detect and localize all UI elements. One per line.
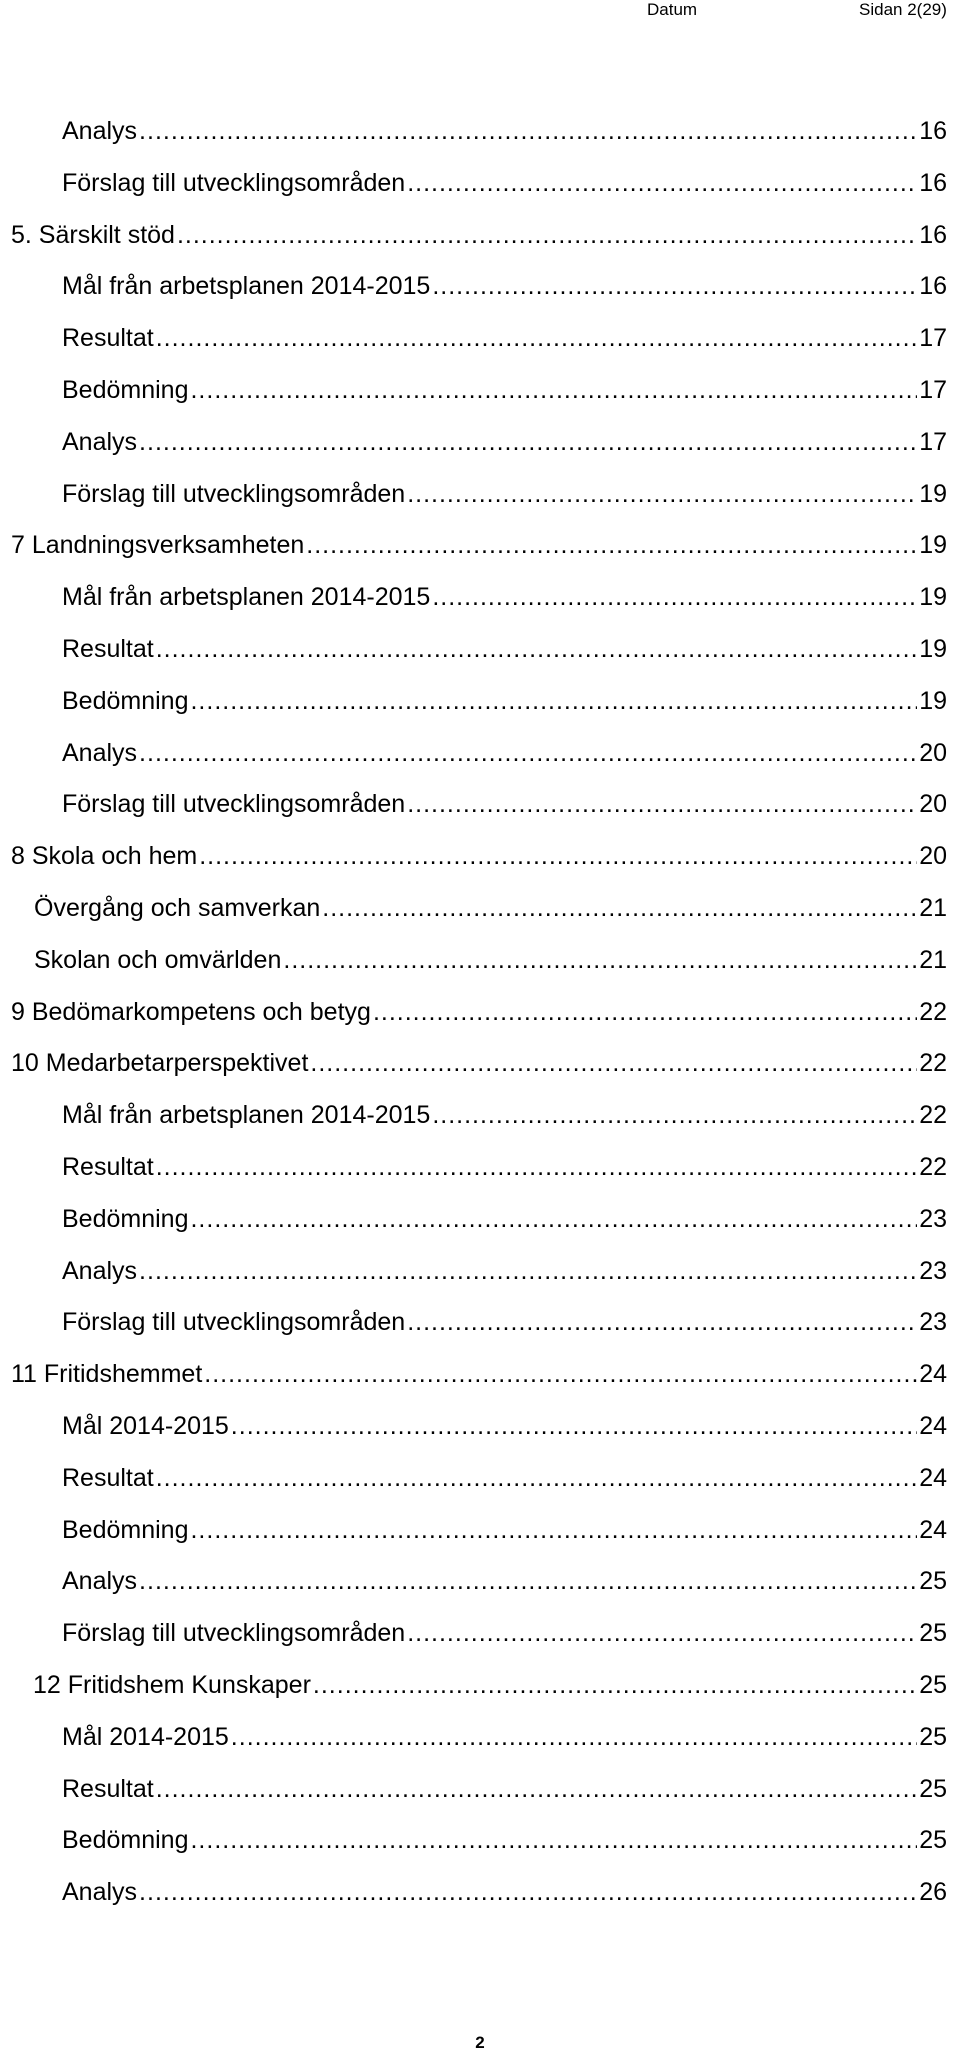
toc-dot-leader <box>156 1152 917 1182</box>
toc-entry-title: 5. Särskilt stöd <box>11 221 175 249</box>
toc-entry[interactable] <box>62 112 947 146</box>
toc-dot-leader <box>407 1307 917 1337</box>
toc-entry-page: 22 <box>919 1153 947 1181</box>
toc-entry[interactable] <box>62 1511 947 1545</box>
toc-entry-title: Resultat <box>62 1464 154 1492</box>
toc-entry-page: 17 <box>919 428 947 456</box>
toc-dot-leader <box>373 997 917 1027</box>
toc-dot-leader <box>306 530 917 560</box>
toc-dot-leader <box>190 1204 917 1234</box>
toc-entry-page: 16 <box>919 169 947 197</box>
toc-entry[interactable] <box>62 164 947 198</box>
toc-dot-leader <box>139 116 917 146</box>
header-page-label: Sidan 2(29) <box>859 0 947 19</box>
toc-entry-title: Bedömning <box>62 1826 189 1854</box>
toc-entry[interactable] <box>11 993 947 1027</box>
toc-entry[interactable] <box>62 734 947 768</box>
toc-entry[interactable] <box>34 941 947 975</box>
toc-entry[interactable] <box>11 1355 947 1389</box>
toc-dot-leader <box>322 893 917 923</box>
toc-entry[interactable] <box>62 371 947 405</box>
toc-dot-leader <box>407 1618 917 1648</box>
toc-entry-page: 25 <box>919 1826 947 1854</box>
toc-entry[interactable] <box>62 1459 947 1493</box>
toc-entry-page: 17 <box>919 376 947 404</box>
toc-dot-leader <box>204 1359 917 1389</box>
toc-dot-leader <box>231 1722 917 1752</box>
toc-entry-title: Resultat <box>62 1775 154 1803</box>
toc-entry[interactable] <box>62 1614 947 1648</box>
toc-entry-page: 24 <box>919 1412 947 1440</box>
toc-dot-leader <box>407 789 917 819</box>
toc-entry[interactable] <box>34 889 947 923</box>
toc-entry-title: Mål från arbetsplanen 2014-2015 <box>62 1101 431 1129</box>
toc-entry-page: 16 <box>919 117 947 145</box>
toc-entry[interactable] <box>62 1718 947 1752</box>
toc-entry[interactable] <box>62 1200 947 1234</box>
toc-dot-leader <box>190 686 917 716</box>
toc-entry-page: 20 <box>919 790 947 818</box>
toc-entry-title: Resultat <box>62 324 154 352</box>
toc-dot-leader <box>199 841 917 871</box>
toc-entry-title: 10 Medarbetarperspektivet <box>11 1049 309 1077</box>
toc-entry[interactable] <box>62 1407 947 1441</box>
toc-entry[interactable] <box>62 1770 947 1804</box>
toc-dot-leader <box>432 271 917 301</box>
toc-entry-title: Bedömning <box>62 376 189 404</box>
toc-entry-title: Mål 2014-2015 <box>62 1723 229 1751</box>
toc-entry-page: 20 <box>919 842 947 870</box>
toc-entry[interactable] <box>62 267 947 301</box>
toc-entry-page: 19 <box>919 687 947 715</box>
toc-entry[interactable] <box>11 216 947 250</box>
toc-dot-leader <box>156 1774 917 1804</box>
toc-entry-title: Analys <box>62 739 138 767</box>
toc-entry-title: Resultat <box>62 1153 154 1181</box>
toc-entry-title: Analys <box>62 1878 138 1906</box>
toc-dot-leader <box>156 323 917 353</box>
toc-entry-title: Bedömning <box>62 687 189 715</box>
toc-entry-page: 20 <box>919 739 947 767</box>
toc-entry-title: Förslag till utvecklingsområden <box>62 480 406 508</box>
toc-dot-leader <box>407 168 917 198</box>
toc-entry-title: 12 Fritidshem Kunskaper <box>33 1671 311 1699</box>
toc-dot-leader <box>139 1566 917 1596</box>
toc-entry-title: Mål från arbetsplanen 2014-2015 <box>62 272 431 300</box>
toc-entry[interactable] <box>33 1666 947 1700</box>
toc-entry-title: 11 Fritidshemmet <box>11 1360 203 1388</box>
toc-entry-page: 16 <box>919 272 947 300</box>
toc-entry-page: 25 <box>919 1567 947 1595</box>
toc-entry[interactable] <box>62 630 947 664</box>
toc-entry-page: 24 <box>919 1360 947 1388</box>
toc-entry-page: 24 <box>919 1464 947 1492</box>
toc-entry[interactable] <box>11 526 947 560</box>
toc-dot-leader <box>139 1877 917 1907</box>
toc-entry[interactable] <box>62 423 947 457</box>
toc-entry-page: 16 <box>919 221 947 249</box>
toc-entry[interactable] <box>11 1044 947 1078</box>
toc-dot-leader <box>177 220 917 250</box>
toc-entry-page: 21 <box>919 946 947 974</box>
toc-entry-title: Förslag till utvecklingsområden <box>62 1308 406 1336</box>
toc-entry-page: 19 <box>919 583 947 611</box>
toc-entry-page: 23 <box>919 1308 947 1336</box>
toc-entry-page: 25 <box>919 1723 947 1751</box>
toc-entry-title: 9 Bedömarkompetens och betyg <box>11 998 371 1026</box>
toc-entry-title: Analys <box>62 428 138 456</box>
toc-dot-leader <box>231 1411 917 1441</box>
toc-dot-leader <box>139 427 917 457</box>
toc-entry-page: 19 <box>919 480 947 508</box>
toc-dot-leader <box>407 479 917 509</box>
toc-entry-page: 19 <box>919 531 947 559</box>
toc-entry[interactable] <box>11 837 947 871</box>
toc-entry-page: 26 <box>919 1878 947 1906</box>
toc-dot-leader <box>156 1463 917 1493</box>
toc-dot-leader <box>190 1825 917 1855</box>
toc-entry[interactable] <box>62 1148 947 1182</box>
toc-entry-page: 24 <box>919 1516 947 1544</box>
toc-entry-page: 23 <box>919 1257 947 1285</box>
toc-entry-page: 17 <box>919 324 947 352</box>
toc-entry-title: Bedömning <box>62 1205 189 1233</box>
toc-entry-page: 22 <box>919 1101 947 1129</box>
toc-entry-title: 8 Skola och hem <box>11 842 198 870</box>
toc-entry-page: 21 <box>919 894 947 922</box>
toc-entry-title: Övergång och samverkan <box>34 894 321 922</box>
toc-entry-title: Förslag till utvecklingsområden <box>62 1619 406 1647</box>
toc-entry-title: Förslag till utvecklingsområden <box>62 790 406 818</box>
toc-entry[interactable] <box>62 1873 947 1907</box>
toc-dot-leader <box>139 738 917 768</box>
toc-entry-title: Analys <box>62 117 138 145</box>
toc-entry[interactable] <box>62 1821 947 1855</box>
toc-entry-title: Mål 2014-2015 <box>62 1412 229 1440</box>
toc-dot-leader <box>313 1670 917 1700</box>
toc-entry[interactable] <box>62 319 947 353</box>
footer-page-number: 2 <box>475 2033 485 2052</box>
toc-entry-page: 19 <box>919 635 947 663</box>
toc-entry-title: Mål från arbetsplanen 2014-2015 <box>62 583 431 611</box>
toc-dot-leader <box>432 582 917 612</box>
toc-dot-leader <box>190 375 917 405</box>
toc-entry[interactable] <box>62 1562 947 1596</box>
toc-dot-leader <box>432 1100 917 1130</box>
toc-entry-page: 22 <box>919 1049 947 1077</box>
toc-entry-title: Bedömning <box>62 1516 189 1544</box>
toc-entry[interactable] <box>62 578 947 612</box>
toc-dot-leader <box>139 1256 917 1286</box>
toc-entry[interactable] <box>62 1252 947 1286</box>
toc-entry-title: Analys <box>62 1567 138 1595</box>
page-header <box>0 0 960 24</box>
toc-dot-leader <box>310 1048 917 1078</box>
toc-entry-title: Resultat <box>62 635 154 663</box>
toc-dot-leader <box>190 1515 917 1545</box>
toc-entry-title: 7 Landningsverksamheten <box>11 531 305 559</box>
header-date-label: Datum <box>647 0 698 19</box>
toc-entry[interactable] <box>62 1096 947 1130</box>
toc-entry-page: 25 <box>919 1619 947 1647</box>
toc-entry-title: Förslag till utvecklingsområden <box>62 169 406 197</box>
toc-entry[interactable] <box>62 475 947 509</box>
toc-dot-leader <box>283 945 917 975</box>
toc-entry-title: Skolan och omvärlden <box>34 946 282 974</box>
toc-entry[interactable] <box>62 1303 947 1337</box>
toc-entry-page: 25 <box>919 1671 947 1699</box>
toc-entry[interactable] <box>62 682 947 716</box>
toc-entry[interactable] <box>62 785 947 819</box>
toc-entry-title: Analys <box>62 1257 138 1285</box>
toc-entry-page: 23 <box>919 1205 947 1233</box>
toc-dot-leader <box>156 634 917 664</box>
toc-entry-page: 22 <box>919 998 947 1026</box>
toc-entry-page: 25 <box>919 1775 947 1803</box>
